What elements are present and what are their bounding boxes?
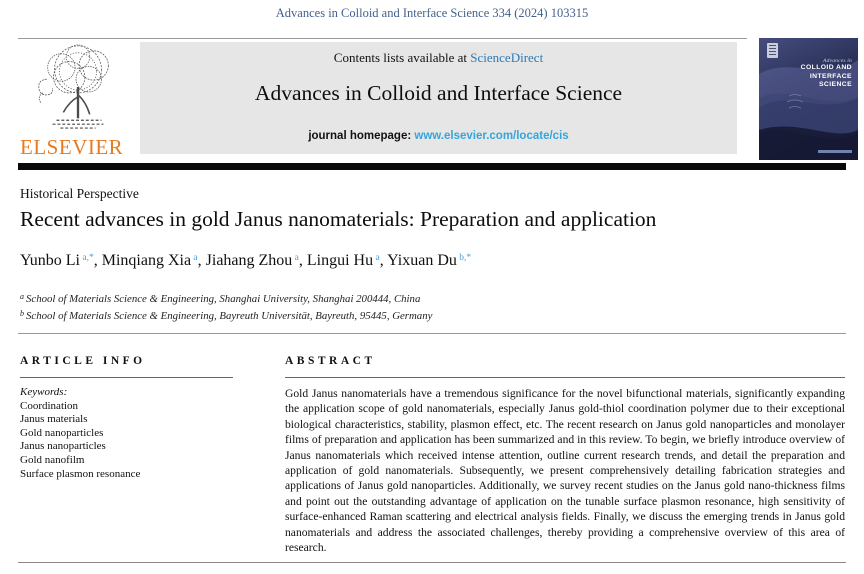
keyword-item: Gold nanofilm	[20, 453, 85, 466]
keyword-item: Surface plasmon resonance	[20, 467, 141, 480]
article-info-underline	[20, 377, 233, 378]
author: Yunbo Li $^{a,*}$,	[20, 252, 102, 269]
author: Lingui Hu $^a$,	[306, 252, 388, 269]
abstract-text: Gold Janus nanomaterials have a tremendous significance for the novel bifunctional materials, significantly expanding the application scope of gold nanomaterials, especially Janus gold-thiol coordination polymer due to their exceptional biological characteristics, stability, plasmon effect, etc. The recent research on Janus gold nanoparticles and monolayer films of preparation and application has been summarized and in this review. To begin, we briefly introduce overview of Janus nanomaterials which received intense attention, outline current research trends, and detail the preparation and application of gold nanomaterials. Subsequently, we present comprehensively detailing fabrication strategies and applications of Janus gold nanoparticles. Additionally, we survey recent studies on the Janus gold nano-thickness films and point out the outstanding advantage of application on the tunable surface plasmon resonance, high sensitivity of surface-enhanced Raman scattering and electrical analysis fields. Finally, we discuss the emerging trends in Janus gold nanomaterials and address the associated challenges, thereby providing a comprehensive overview of this area of research.	[285, 387, 845, 555]
keyword-item: Coordination	[20, 399, 79, 412]
cover-series-label: Advances in	[823, 58, 852, 64]
header-top-rule	[18, 38, 747, 39]
keywords-label: Keywords:	[20, 386, 68, 398]
elsevier-logo	[20, 42, 136, 160]
abstract-heading: ABSTRACT	[285, 355, 376, 367]
cover-footer-mark	[818, 150, 852, 153]
sciencedirect-link[interactable]: ScienceDirect	[470, 50, 544, 65]
article-title: Recent advances in gold Janus nanomaterials: Preparation and application	[20, 207, 657, 231]
homepage-url-link[interactable]: www.elsevier.com/locate/cis	[414, 130, 569, 142]
contents-prefix: Contents lists available at	[333, 50, 471, 65]
journal-title: Advances in Colloid and Interface Science	[254, 81, 623, 105]
keywords-block	[20, 386, 250, 481]
keywords-list	[20, 400, 250, 482]
affiliation: $^b$ School of Materials Science & Engineering, Bayreuth Universität, Bayreuth, 95445, Germany	[20, 308, 433, 322]
author: Jiahang Zhou $^a$,	[205, 252, 307, 269]
contents-line	[140, 50, 737, 66]
homepage-line	[140, 130, 737, 142]
homepage-label: journal homepage:	[308, 130, 415, 142]
journal-banner	[140, 42, 737, 154]
section-divider-rule	[18, 333, 846, 334]
cover-title-block	[801, 58, 852, 90]
header-separator-bar	[18, 163, 846, 170]
keyword-item: Gold nanoparticles	[20, 426, 104, 439]
author-list	[20, 252, 840, 270]
abstract-underline	[285, 377, 845, 378]
journal-citation-link[interactable]: Advances in Colloid and Interface Science 334 (2024) 103315	[275, 6, 589, 20]
journal-cover-thumbnail[interactable]	[759, 38, 858, 160]
article-info-heading: ARTICLE INFO	[20, 355, 146, 367]
elsevier-wordmark: ELSEVIER	[20, 135, 124, 159]
author: Yixuan Du $^{b,*}$	[387, 252, 472, 269]
cover-title-line: COLLOID AND	[800, 64, 852, 71]
affiliation-list	[20, 290, 840, 323]
affiliation: $^a$ School of Materials Science & Engineering, Shanghai University, Shanghai 200444, China	[20, 292, 421, 305]
footer-rule	[18, 562, 846, 563]
cover-title-line: SCIENCE	[818, 81, 852, 88]
cover-title-line: INTERFACE	[809, 72, 852, 80]
author: Minqiang Xia $^a$,	[101, 252, 206, 269]
cover-emblem-icon	[767, 43, 778, 58]
elsevier-tree-icon	[28, 42, 128, 132]
keyword-item: Janus nanoparticles	[20, 440, 106, 453]
keyword-item: Janus materials	[20, 413, 88, 426]
article-type-label: Historical Perspective	[20, 186, 139, 201]
